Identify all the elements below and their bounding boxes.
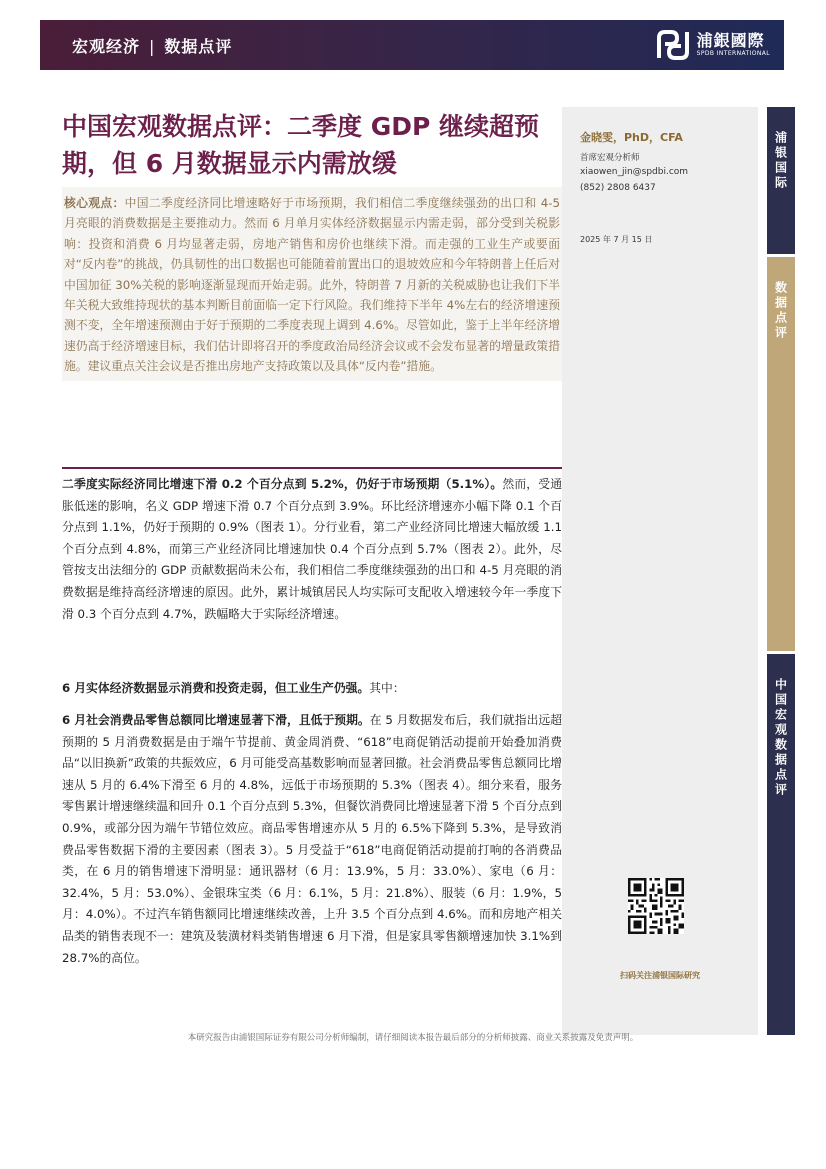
paragraph-gdp-text: 然而，受通胀低迷的影响，名义 GDP 增速下滑 0.7 个百分点到 3.9%。环比经济增速亦小幅下降 0.1 个百分点到 1.1%，仍好于预期的 0.9%（图表 1）。分行业看，第二产业经济同比增速大幅放缓 1.1 个百分点到 4.8%，而第三产业经济同比增速加快 0.4 个百分点到 5.7%（图表 2）。此外，尽管按支出法细分的 GDP 贡献数据尚未公布，我们相信二季度继续强劲的出口和 4-5 月亮眼的消费数据是维持高经济增速的原因。此外，累计城镇居民人均实际可支配收入增速较今年一季度下滑 0.3 个百分点到 4.7%，跌幅略大于实际经济增速。 xyxy=(62,477,562,621)
analyst-role: 首席宏观分析师 xyxy=(580,153,640,163)
analyst-email[interactable]: xiaowen_jin@spdbi.com xyxy=(580,167,689,177)
qr-code-icon xyxy=(628,878,684,934)
header-section-title xyxy=(72,34,232,57)
side-tab-report-label: 中国宏观数据点评 xyxy=(773,678,788,798)
company-logo xyxy=(655,27,770,63)
paragraph-gdp xyxy=(62,474,562,625)
report-date: 2025 年 7 月 15 日 xyxy=(580,235,653,244)
header-banner xyxy=(40,20,784,70)
side-tab-category xyxy=(767,257,795,651)
paragraph-june-overview-text: 其中： xyxy=(369,681,405,695)
paragraph-retail-sales-text: 在 5 月数据发布后，我们就指出远超预期的 5 月消费数据是由于端午节提前、黄金周消费、“618”电商促销活动提前开始叠加消费品“以旧换新”政策的共振效应，6 月可能受高基数影响而显著回撤。社会消费品零售总额同比增速从 5 月的 6.4%下滑至 6 月的 4.8%，远低于市场预期的 5.3%（图表 4）。细分来看，服务零售累计增速继续温和回升 0.1 个百分点到 5.3%，但餐饮消费同比增速显著下滑 5 个百分点到 0.9%，或部分因为端午节错位效应。商品零售增速亦从 5 月的 6.5%下降到 5.3%，是导致消费品零售数据下滑的主要因素（图表 3）。5 月受益于“618”电商促销活动提前打响的各消费品类，在 6 月的销售增速下滑明显：通讯器材（6 月：13.9%，5 月：33.0%）、家电（6 月：32.4%，5 月：53.0%）、金银珠宝类（6 月：6.1%，5 月：21.8%）、服装（6 月：1.9%，5 月：4.0%）。不过汽车销售额同比增速继续改善，上升 3.5 个百分点到 4.6%。而和房地产相关品类的销售表现不一：建筑及装潢材料类销售增速 6 月下滑，但是家具零售额增速加快 3.1%到 28.7%的高位。 xyxy=(62,713,562,965)
paragraph-retail-sales-lead: 6 月社会消费品零售总额同比增速显著下滑，且低于预期。 xyxy=(62,713,370,727)
category-label: 数据点评 xyxy=(164,37,233,56)
analyst-name: 金晓雯，PhD，CFA xyxy=(580,131,683,144)
paragraph-june-overview-lead: 6 月实体经济数据显示消费和投资走弱，但工业生产仍强。 xyxy=(62,681,370,695)
section-label: 宏观经济 xyxy=(72,37,141,56)
footer-disclaimer: 本研究报告由浦银国际证券有限公司分析师编制，请仔细阅读本报告最后部分的分析师披露、商业关系披露及免责声明。 xyxy=(187,1033,639,1043)
side-tab-company-label: 浦银国际 xyxy=(773,131,788,191)
paragraph-gdp-lead: 二季度实际经济同比增速下滑 0.2 个百分点到 5.2%，仍好于市场预期（5.1%）。 xyxy=(62,477,503,491)
paragraph-retail-sales xyxy=(62,710,562,969)
report-title: 中国宏观数据点评：二季度 GDP 继续超预期，但 6 月数据显示内需放缓 xyxy=(62,112,540,178)
core-view-summary xyxy=(62,187,562,381)
header-separator: | xyxy=(149,37,156,56)
side-tab-report xyxy=(767,654,795,1035)
section-divider xyxy=(62,467,562,469)
qr-caption: 扫码关注浦银国际研究 xyxy=(620,971,700,980)
spdb-logo-icon xyxy=(655,28,691,62)
logo-chinese-name: 浦銀國際 xyxy=(696,31,765,50)
analyst-phone: (852) 2808 6437 xyxy=(580,183,656,193)
side-tab-company xyxy=(767,107,795,254)
analyst-info-panel xyxy=(562,107,758,1035)
core-view-label: 核心观点： xyxy=(64,196,125,210)
paragraph-june-overview xyxy=(62,678,562,700)
logo-english-name: SPDB INTERNATIONAL xyxy=(696,50,770,57)
core-view-text: 中国二季度经济同比增速略好于市场预期，我们相信二季度继续强劲的出口和 4-5 月亮眼的消费数据是主要推动力。然而 6 月单月实体经济数据显示内需走弱，部分受到关税影响：投资和消费 6 月均显著走弱，房地产销售和房价也继续下滑。而走强的工业生产或要面对“反内卷”的挑战，仍具韧性的出口数据也可能随着前置出口的退坡效应和今年特朗普上任后对中国加征 30%关税的影响逐渐显现而开始走弱。此外，特朗普 7 月新的关税威胁也让我们下半年关税大致维持现状的基本判断目前面临一定下行风险。我们维持下半年 4%左右的经济增速预测不变，全年增速预测由于好于预期的二季度表现上调到 4.6%。尽管如此，鉴于上半年经济增速仍高于经济增速目标，我们估计即将召开的季度政治局经济会议或不会发布显著的增量政策措施。建议重点关注会议是否推出房地产支持政策以及具体“反内卷”措施。 xyxy=(64,196,560,374)
side-tab-category-label: 数据点评 xyxy=(773,281,788,341)
